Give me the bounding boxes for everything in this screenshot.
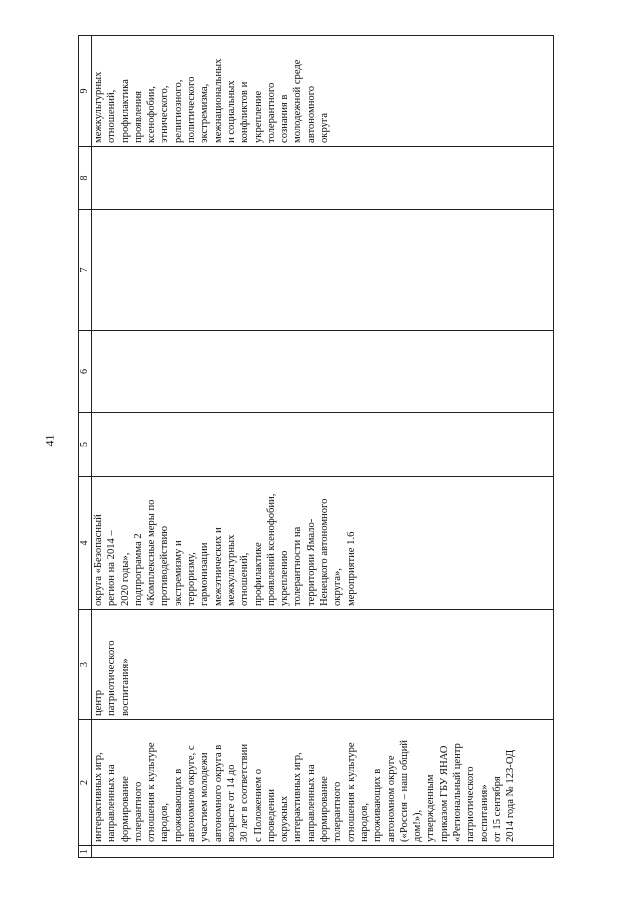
cell-col-7 <box>92 210 554 331</box>
activities-table <box>78 35 554 858</box>
header-col-2: 2 <box>79 720 92 846</box>
table-header-row <box>79 36 92 858</box>
page-number: 41 <box>42 434 57 447</box>
cell-expected-result: межкультурных отношений, профилактика проявления ксенофобии, этнического, религиозного, политического экстремизма, межнациональных и социальных конфликтов и укрепление толерантного сознания в молодежной среде автономного округа <box>93 58 331 143</box>
header-col-1: 1 <box>79 846 92 858</box>
header-col-4: 4 <box>79 477 92 610</box>
cell-col-6 <box>92 331 554 413</box>
header-col-6: 6 <box>79 331 92 413</box>
rotated-table-container <box>78 36 554 858</box>
cell-col-9 <box>92 36 554 147</box>
cell-col-5 <box>92 413 554 477</box>
cell-col-2 <box>92 720 554 846</box>
cell-event-description: интерактивных игр, направленных на формирование толерантного отношения к культуре народов, проживающих в автономном округе, с участием молодежи автономного округа в возрасте от 14 до 30 лет в соответствии с Положением о проведении окружных интерактивных игр, направленных на формирование толерантного отношения к культуре народов, проживающих в автономном округе («Россия – наш общий дом!»), утвержденным приказом ГБУ ЯНАО «Региональный центр патриотического воспитания» от 15 сентября 2014 года № 123-ОД <box>93 740 517 842</box>
cell-col-1 <box>92 846 554 858</box>
cell-col-3 <box>92 610 554 720</box>
header-col-5: 5 <box>79 413 92 477</box>
cell-col-4 <box>92 477 554 610</box>
header-col-7: 7 <box>79 210 92 331</box>
cell-col-8 <box>92 147 554 210</box>
header-col-9: 9 <box>79 36 92 147</box>
header-col-8: 8 <box>79 147 92 210</box>
cell-responsible: центр патриотического воспитания» <box>93 640 131 716</box>
table-row <box>92 36 554 858</box>
header-col-3: 3 <box>79 610 92 720</box>
cell-program-reference: округа «Безопасный регион на 2014 – 2020 годы», подпрограмма 2 «Комплексные меры по противодействию экстремизму и терроризму, гармонизации межэтнических и межкультурных отношений, профилактике проявлений ксенофобии, укреплению толерантности на территории Ямало- Ненецкого автономного округа», мероприятие 1.6 <box>93 493 357 606</box>
